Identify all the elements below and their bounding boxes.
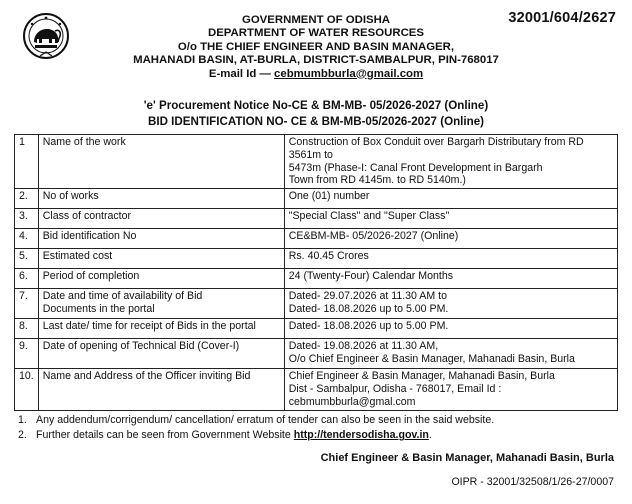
bid-identification-heading: BID IDENTIFICATION NO- CE & BM-MB-05/2026-2027 (Online): [147, 114, 485, 128]
row-value: [284, 289, 617, 319]
procurement-notice-title: [0, 98, 632, 129]
email-label: E-mail Id —: [208, 67, 275, 80]
row-value-line: Dated- 29.07.2026 at 11.30 AM to: [288, 290, 447, 303]
table-row: [15, 135, 618, 189]
row-value: [284, 269, 617, 289]
row-value: [284, 369, 617, 410]
header-department: DEPARTMENT OF WATER RESOURCES: [207, 27, 424, 40]
row-number: 1: [15, 135, 39, 189]
row-number: 5.: [15, 249, 39, 269]
note-number: 1.: [18, 414, 27, 426]
reference-number: 32001/604/2627: [508, 10, 616, 26]
note-text-before: Further details can be seen from Government Website: [36, 429, 294, 441]
header-government: GOVERNMENT OF ODISHA: [241, 14, 391, 26]
table-row: [15, 269, 618, 289]
row-value: [284, 319, 617, 339]
row-value: [284, 229, 617, 249]
row-value: [284, 135, 617, 189]
row-value-line: Dated- 18.08.2026 up to 5.00 PM.: [288, 320, 449, 333]
row-value-line: Construction of Box Conduit over Bargarh Distributary from RD 3561m to: [288, 136, 584, 161]
email-value[interactable]: cebmumbburla@gmail.com: [274, 67, 424, 80]
table-row: [15, 319, 618, 339]
note-text: [36, 428, 618, 443]
row-value: [284, 339, 617, 369]
signatory: Chief Engineer & Basin Manager, Mahanadi Basin, Burla: [320, 452, 614, 464]
note-item: [14, 413, 618, 428]
row-label: No of works: [38, 189, 284, 209]
row-number: 7.: [15, 289, 39, 319]
row-label: Name and Address of the Officer inviting Bid: [38, 369, 284, 410]
row-value: [284, 249, 617, 269]
table-row: [15, 229, 618, 249]
row-value-line: 24 (Twenty-Four) Calendar Months: [288, 270, 454, 283]
table-row: [15, 189, 618, 209]
row-value-line: O/o Chief Engineer & Basin Manager, Mahanadi Basin, Burla: [288, 352, 575, 365]
row-value-line: CE&BM-MB- 05/2026-2027 (Online): [288, 230, 459, 243]
row-value-line: "Special Class" and "Super Class": [288, 210, 450, 223]
row-value-line: Dated- 18.08.2026 up to 5.00 PM.: [288, 302, 449, 315]
row-label-line: Date and time of availability of Bid: [42, 290, 203, 303]
table-row: [15, 289, 618, 319]
office-header: [100, 14, 532, 81]
row-label: [38, 289, 284, 319]
table-row: [15, 339, 618, 369]
note-item: [14, 428, 618, 443]
row-value: [284, 209, 617, 229]
row-label: Last date/ time for receipt of Bids in the portal: [38, 319, 284, 339]
oipr-number: OIPR - 32001/32508/1/26-27/0007: [451, 476, 614, 488]
header-address: MAHANADI BASIN, AT-BURLA, DISTRICT-SAMBALPUR, PIN-768017: [133, 54, 499, 67]
row-value: [284, 189, 617, 209]
note-text-after: .: [428, 429, 432, 441]
note-number: 2.: [18, 429, 27, 441]
row-label: Bid identification No: [38, 229, 284, 249]
row-label: Date of opening of Technical Bid (Cover-I): [38, 339, 284, 369]
row-value-line: Dated- 19.08.2026 at 11.30 AM,: [288, 340, 439, 353]
row-value-line: Rs. 40.45 Crores: [288, 250, 369, 263]
row-number: 2.: [15, 189, 39, 209]
tender-website-link[interactable]: http://tendersodisha.gov.in: [293, 429, 429, 441]
row-label: Class of contractor: [38, 209, 284, 229]
row-value-line: Chief Engineer & Basin Manager, Mahanadi Basin, Burla: [288, 370, 555, 383]
row-value-line: 5473m (Phase-I: Canal Front Development in Bargarh: [288, 161, 543, 174]
table-row: [15, 209, 618, 229]
odisha-emblem-icon: [22, 12, 70, 62]
header-office: O/o THE CHIEF ENGINEER AND BASIN MANAGER,: [177, 40, 455, 53]
row-number: 8.: [15, 319, 39, 339]
row-number: 10.: [15, 369, 39, 410]
row-label: Estimated cost: [38, 249, 284, 269]
row-label-line: Documents in the portal: [42, 302, 155, 315]
row-value-line: Dist - Sambalpur, Odisha - 768017, Email Id : cebmumbburla@gmal.com: [288, 382, 502, 408]
row-number: 9.: [15, 339, 39, 369]
table-row: [15, 369, 618, 410]
row-number: 3.: [15, 209, 39, 229]
note-text: Any addendum/corrigendum/ cancellation/ erratum of tender can also be seen in the said website.: [36, 414, 495, 426]
row-value-line: One (01) number: [288, 190, 370, 203]
row-label: Period of completion: [38, 269, 284, 289]
tender-notes: [14, 413, 618, 443]
tender-details-table: [14, 134, 618, 411]
table-row: [15, 249, 618, 269]
procurement-notice-number: 'e' Procurement Notice No-CE & BM-MB- 05/2026-2027 (Online): [143, 99, 489, 112]
row-value-line: Town from RD 4145m. to RD 5140m.): [288, 174, 466, 187]
header-email-line: [100, 68, 532, 81]
row-label: Name of the work: [38, 135, 284, 189]
row-number: 6.: [15, 269, 39, 289]
row-number: 4.: [15, 229, 39, 249]
